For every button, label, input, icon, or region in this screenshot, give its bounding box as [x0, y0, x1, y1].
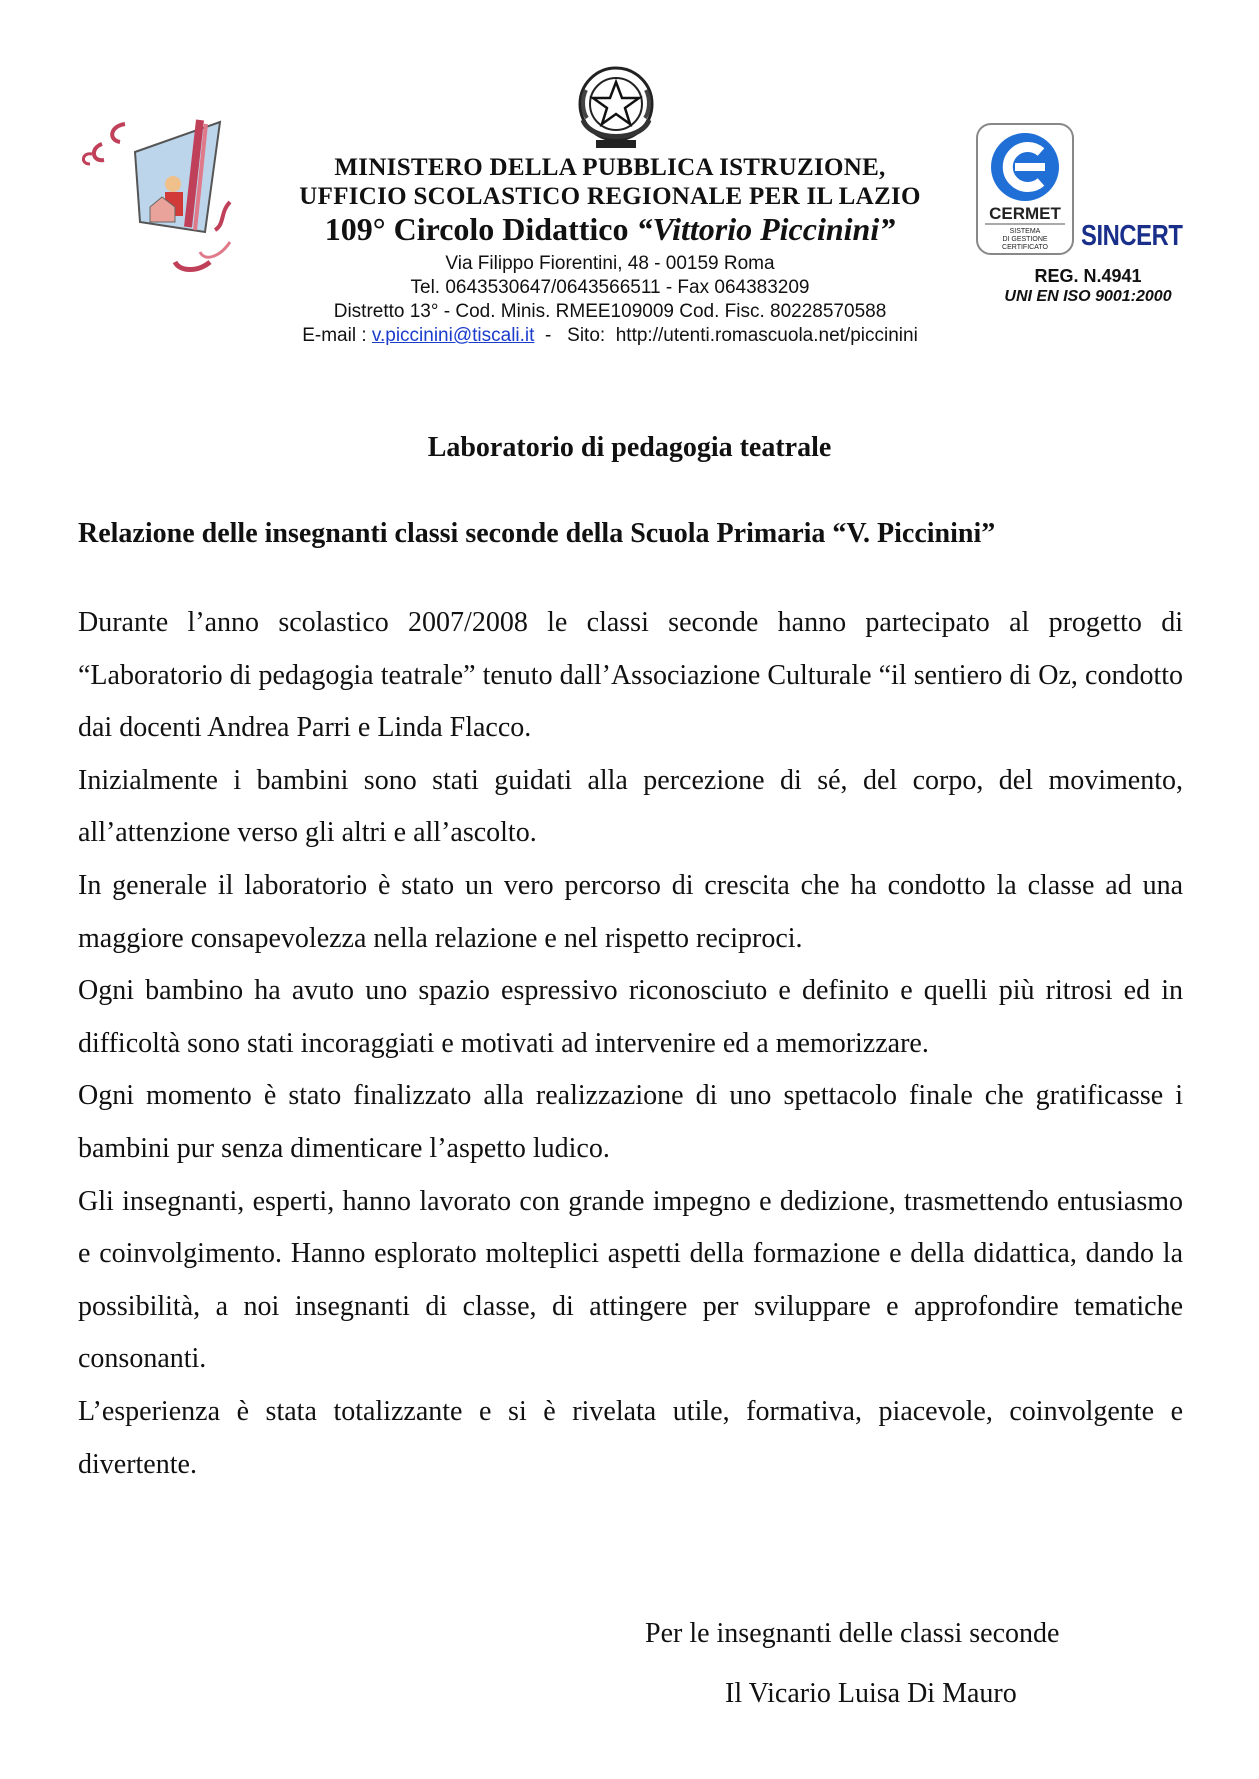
circolo-prefix: 109° Circolo Didattico — [324, 211, 637, 247]
paragraph: Gli insegnanti, esperti, hanno lavorato con grande impegno e dedizione, trasmettendo entusiasmo e coinvolgimento. Hanno esplorato molteplici aspetti della formazione e della didattica, dando la possibilità, a noi insegnanti di classe, di attingere per sviluppare e approfondire tematiche consonanti. — [78, 1185, 1183, 1375]
circolo-name: “Vittorio Piccinini” — [636, 211, 896, 247]
paragraph: Ogni momento è stato finalizzato alla realizzazione di uno spettacolo finale che gratificasse i bambini pur senza dimenticare l’aspetto ludico. — [78, 1080, 1183, 1164]
site-label: - Sito: — [534, 325, 616, 346]
header-phone: Tel. 0643530647/0643566511 - Fax 064383209 — [410, 277, 810, 298]
header-address: Via Filippo Fiorentini, 48 - 00159 Roma — [445, 253, 775, 274]
document-body — [78, 597, 1183, 1491]
paragraph: In generale il laboratorio è stato un vero percorso di crescita che ha condotto la classe ad una maggiore consapevolezza nella relazione e nel rispetto reciproci. — [78, 869, 1183, 954]
cermet-logo — [975, 122, 1075, 257]
cermet-caption-3: CERTIFICATO — [1002, 244, 1048, 251]
signature-line-1: Per le insegnanti delle classi seconde — [645, 1618, 1060, 1649]
document-title: Laboratorio di pedagogia teatrale — [427, 432, 832, 463]
sincert-logo: SINCERT — [1081, 220, 1183, 252]
cermet-label: CERMET — [989, 204, 1061, 223]
cermet-caption-2: DI GESTIONE — [1002, 236, 1048, 243]
republic-emblem — [571, 60, 661, 152]
email-label: E-mail : — [302, 325, 372, 346]
registration-number: REG. N.4941 — [1034, 266, 1142, 286]
paragraph: Durante l’anno scolastico 2007/2008 le classi seconde hanno partecipato al progetto di “Laboratorio di pedagogia teatrale” tenuto dall’Associazione Culturale “il sentiero di Oz, condotto dai docenti Andrea Parri e Linda Flacco. — [78, 607, 1183, 744]
header-ufficio: UFFICIO SCOLASTICO REGIONALE PER IL LAZIO — [299, 183, 921, 210]
paragraph: L’esperienza è stata totalizzante e si è rivelata utile, formativa, piacevole, coinvolgente e divertente. — [78, 1395, 1183, 1480]
header-contacts — [240, 325, 980, 347]
document-subtitle: Relazione delle insegnanti classi seconde della Scuola Primaria “V. Piccinini” — [78, 518, 996, 549]
signature-line-2: Il Vicario Luisa Di Mauro — [725, 1678, 1017, 1709]
header-circolo — [240, 211, 980, 248]
cermet-caption-1: SISTEMA — [1009, 228, 1041, 235]
iso-standard: UNI EN ISO 9001:2000 — [1004, 288, 1172, 305]
header-distretto: Distretto 13° - Cod. Minis. RMEE109009 Cod. Fisc. 80228570588 — [333, 301, 887, 322]
paragraph: Ogni bambino ha avuto uno spazio espressivo riconosciuto e definito e quelli più ritrosi ed in difficoltà sono stati incoraggiati e motivati ad intervenire ed a memorizzare. — [78, 975, 1183, 1059]
paragraph: Inizialmente i bambini sono stati guidati alla percezione di sé, del corpo, del movimento, all’attenzione verso gli altri e all’ascolto. — [78, 764, 1183, 849]
site-url: http://utenti.romascuola.net/piccinini — [615, 325, 918, 346]
header-ministero: MINISTERO DELLA PUBBLICA ISTRUZIONE, — [334, 154, 886, 181]
email-link[interactable]: v.piccinini@tiscali.it — [371, 325, 535, 346]
